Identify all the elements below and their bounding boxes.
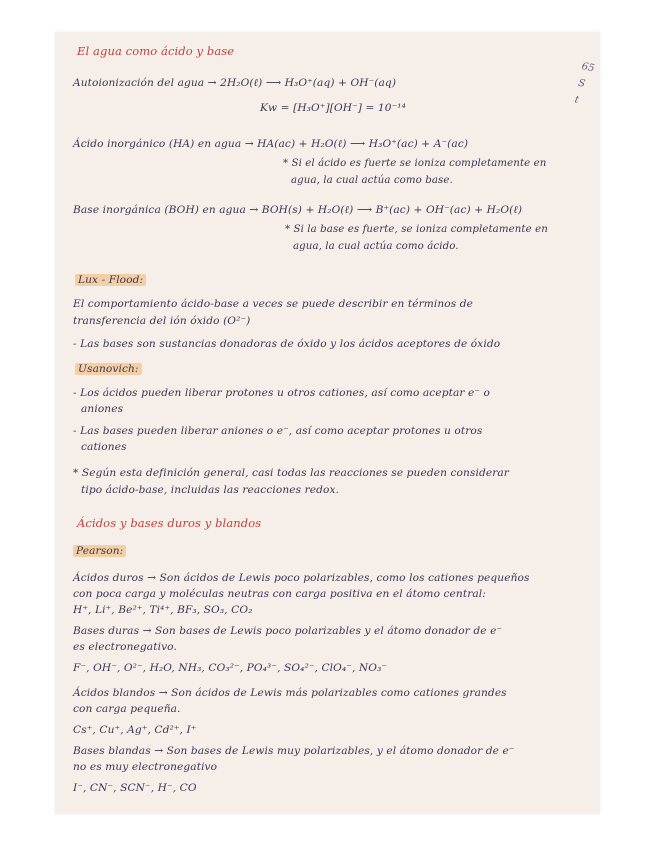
note-line: Autoionización del agua → 2H₂O(ℓ) ⟶ H₃O⁺(aq) + OH⁻(aq) [73, 77, 397, 89]
heading-lux-flood [75, 274, 146, 286]
note-line: transferencia del ión óxido (O²⁻) [73, 315, 251, 327]
note-line: agua, la cual actúa como ácido. [293, 241, 459, 252]
note-line: El comportamiento ácido-base a veces se puede describir en términos de [73, 298, 474, 310]
section-title-hard-soft: Ácidos y bases duros y blandos [77, 516, 262, 530]
note-line: * Si el ácido es fuerte se ioniza completamente en [283, 158, 547, 169]
note-line: aniones [81, 403, 124, 415]
note-line: - Las bases pueden liberar aniones o e⁻, así como aceptar protones u otros [73, 425, 483, 437]
note-line: Base inorgánica (BOH) en agua → BOH(s) + H₂O(ℓ) ⟶ B⁺(ac) + OH⁻(ac) + H₂O(ℓ) [73, 204, 523, 216]
highlighted-heading: Pearson: [73, 545, 126, 557]
note-line: Ácido inorgánico (HA) en agua → HA(ac) + H₂O(ℓ) ⟶ H₃O⁺(ac) + A⁻(ac) [73, 138, 469, 150]
note-line: Bases blandas → Son bases de Lewis muy polarizables, y el átomo donador de e⁻ [73, 745, 515, 757]
formula-line: F⁻, OH⁻, O²⁻, H₂O, NH₃, CO₃²⁻, PO₄³⁻, SO₄²⁻, ClO₄⁻, NO₃⁻ [73, 662, 388, 674]
note-line: no es muy electronegativo [73, 761, 218, 773]
highlighted-heading: Lux - Flood: [75, 274, 146, 286]
note-line: Ácidos blandos → Son ácidos de Lewis más polarizables como cationes grandes [73, 687, 507, 699]
margin-mark: t [573, 94, 580, 106]
formula-line: Cs⁺, Cu⁺, Ag⁺, Cd²⁺, I⁺ [73, 724, 197, 736]
margin-marks [573, 58, 600, 113]
note-line: tipo ácido-base, incluidas las reacciones redox. [81, 484, 340, 496]
formula-line: I⁻, CN⁻, SCN⁻, H⁻, CO [73, 782, 197, 794]
note-line: agua, la cual actúa como base. [291, 175, 453, 186]
note-line: Bases duras → Son bases de Lewis poco polarizables y el átomo donador de e⁻ [73, 625, 503, 637]
note-line: con carga pequeña. [73, 703, 181, 715]
note-line: cationes [81, 441, 127, 453]
note-line: Kw = [H₃O⁺][OH⁻] = 10⁻¹⁴ [260, 102, 406, 114]
note-line: * Si la base es fuerte, se ioniza completamente en [285, 224, 548, 235]
note-line: * Según esta definición general, casi todas las reacciones se pueden considerar [73, 467, 509, 479]
notebook-page [55, 32, 600, 814]
highlighted-heading: Usanovich: [75, 363, 142, 375]
heading-usanovich [75, 363, 142, 375]
heading-pearson [73, 545, 126, 557]
note-line: es electronegativo. [73, 641, 177, 653]
margin-mark: 65 [580, 60, 596, 75]
note-line: - Los ácidos pueden liberar protones u otros cationes, así como aceptar e⁻ o [73, 387, 491, 399]
note-line: Ácidos duros → Son ácidos de Lewis poco polarizables, como los cationes pequeños [73, 572, 530, 584]
section-title-water: El agua como ácido y base [77, 44, 235, 58]
margin-mark: S [577, 77, 587, 90]
formula-line: H⁺, Li⁺, Be²⁺, Ti⁴⁺, BF₃, SO₃, CO₂ [73, 604, 253, 616]
note-line: con poca carga y moléculas neutras con carga positiva en el átomo central: [73, 588, 486, 600]
note-line: - Las bases son sustancias donadoras de óxido y los ácidos aceptores de óxido [73, 338, 501, 350]
